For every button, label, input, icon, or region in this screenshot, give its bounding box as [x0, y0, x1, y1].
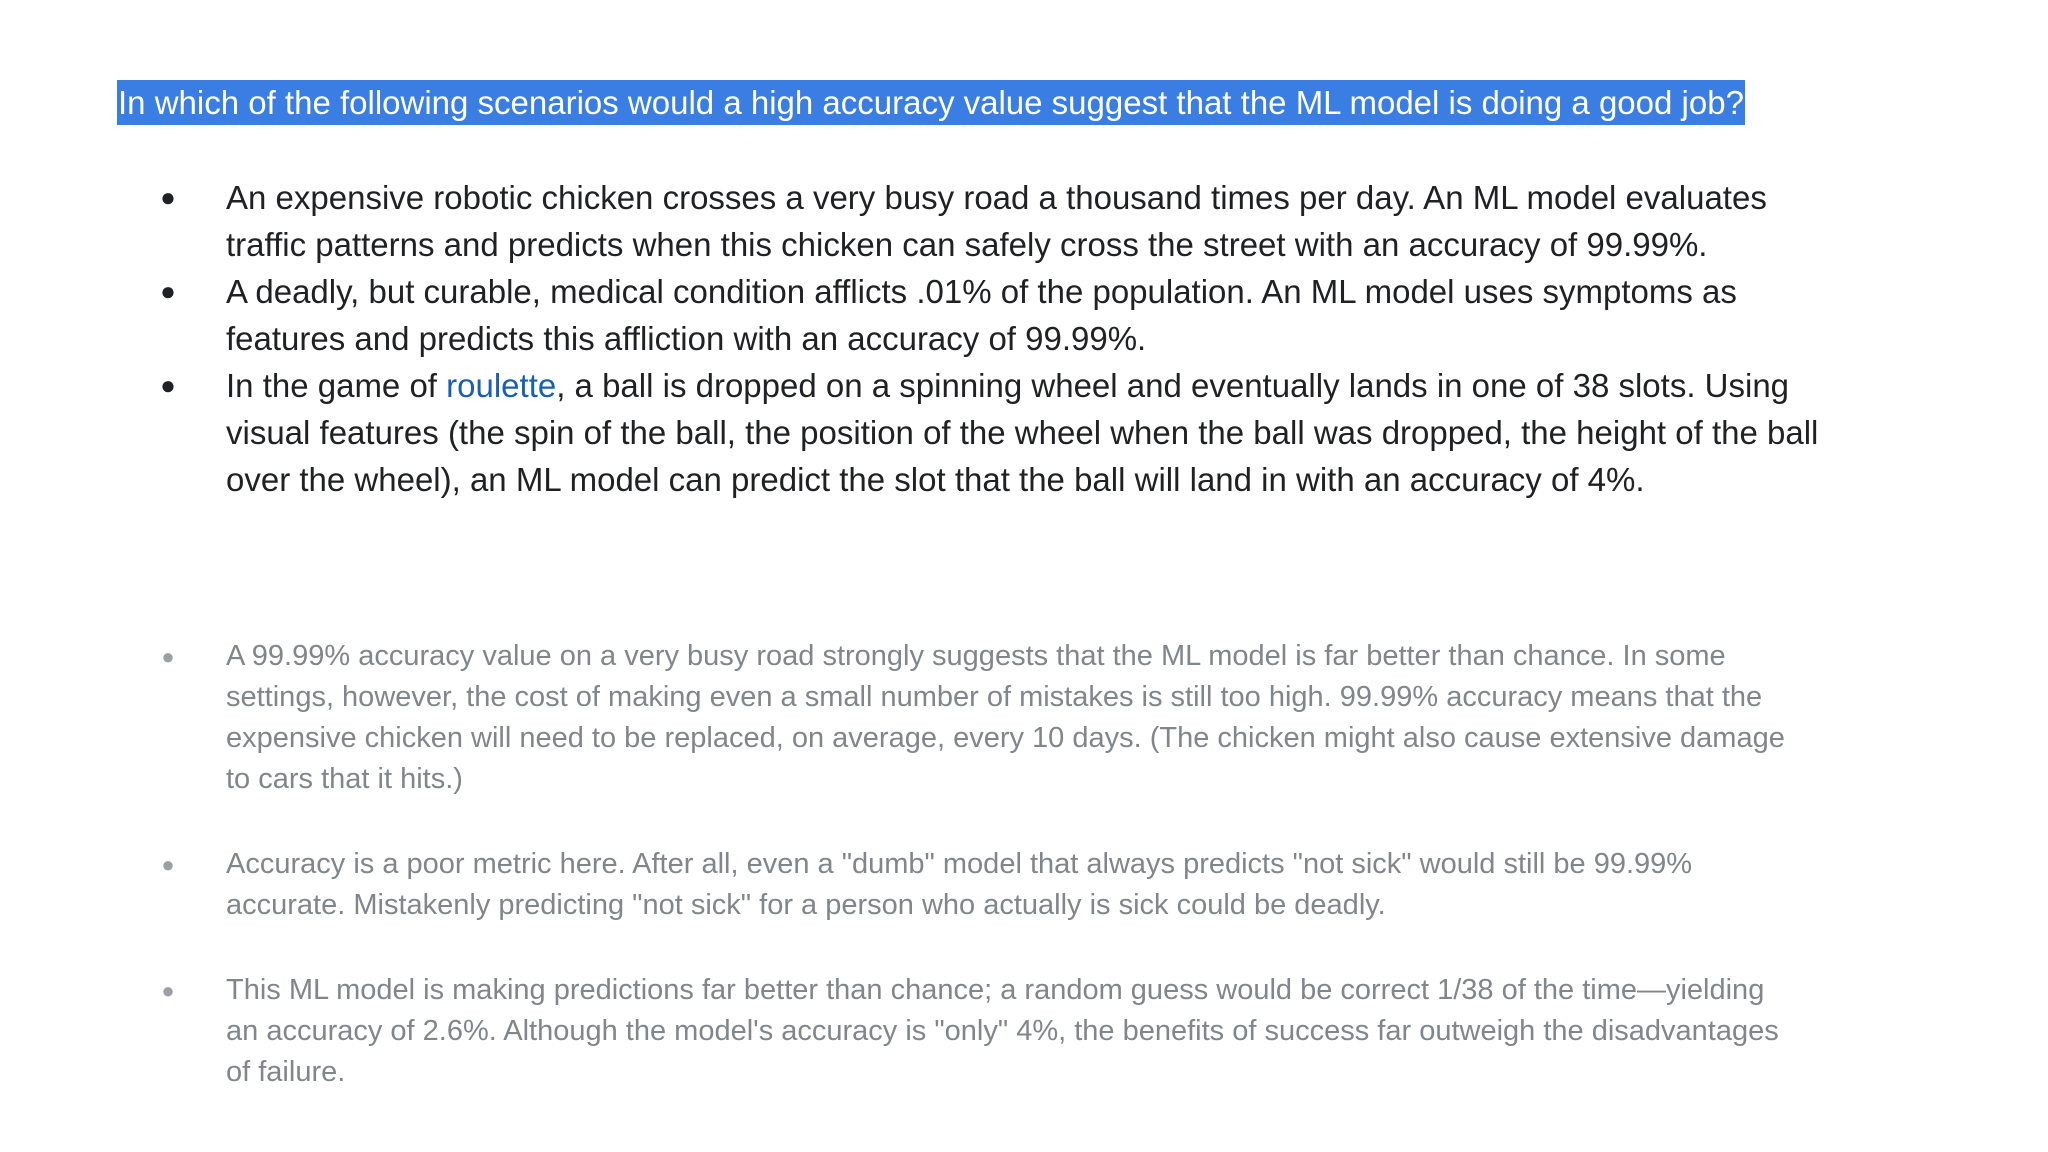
bullet-icon: ●: [161, 644, 175, 669]
answer-text: Accuracy is a poor metric here. After all, even a "dumb" model that always predicts "not sick" would still be 99.99% accurate. Mistakenly predicting "not sick" for a person who actually is sick could be deadly.: [226, 848, 1693, 921]
bullet-icon: ●: [160, 276, 176, 306]
scenario-list: [0, 174, 2048, 503]
answer-text: This ML model is making predictions far better than chance; a random guess would be correct 1/38 of the time—yielding an accuracy of 2.6%. Although the model's accuracy is "only" 4%, the benefits of success far outweigh the disadvantages of failure.: [226, 974, 1779, 1088]
roulette-link[interactable]: roulette: [446, 367, 557, 404]
answer-list: [0, 636, 2048, 1093]
answer-text: A 99.99% accuracy value on a very busy road strongly suggests that the ML model is far better than chance. In some settings, however, the cost of making even a small number of mistakes is still too high. 99.99% accuracy means that the expensive chicken will need to be replaced, on average, every 10 days. (The chicken might also cause extensive damage to cars that it hits.): [226, 640, 1785, 795]
scenario-item-medical: [0, 268, 1826, 362]
bullet-icon: ●: [160, 370, 176, 400]
scenario-text-before: In the game of: [226, 367, 447, 404]
answer-item-chicken: [0, 636, 1786, 800]
bullet-icon: ●: [161, 978, 175, 1003]
scenario-text: A deadly, but curable, medical condition afflicts .01% of the population. An ML model uses symptoms as features and predicts this affliction with an accuracy of 99.99%.: [226, 273, 1737, 357]
answer-item-medical: [0, 844, 1786, 926]
answer-item-roulette: [0, 970, 1786, 1093]
question-heading: [117, 78, 1745, 128]
scenario-item-chicken: [0, 174, 1826, 268]
scenario-text: An expensive robotic chicken crosses a very busy road a thousand times per day. An ML model evaluates traffic patterns and predicts when this chicken can safely cross the street with an accuracy of 99.99%.: [226, 179, 1767, 263]
bullet-icon: ●: [160, 182, 176, 212]
scenario-item-roulette: [0, 362, 1826, 503]
scenario-text-after: , a ball is dropped on a spinning wheel and eventually lands in one of 38 slots. Using visual features (the spin of the ball, the position of the wheel when the ball was dropped, the height of the ball over the wheel), an ML model can predict the slot that the ball will land in with an accuracy of 4%.: [226, 367, 1819, 498]
bullet-icon: ●: [161, 852, 175, 877]
question-highlight: In which of the following scenarios would a high accuracy value suggest that the ML model is doing a good job?: [117, 80, 1745, 125]
